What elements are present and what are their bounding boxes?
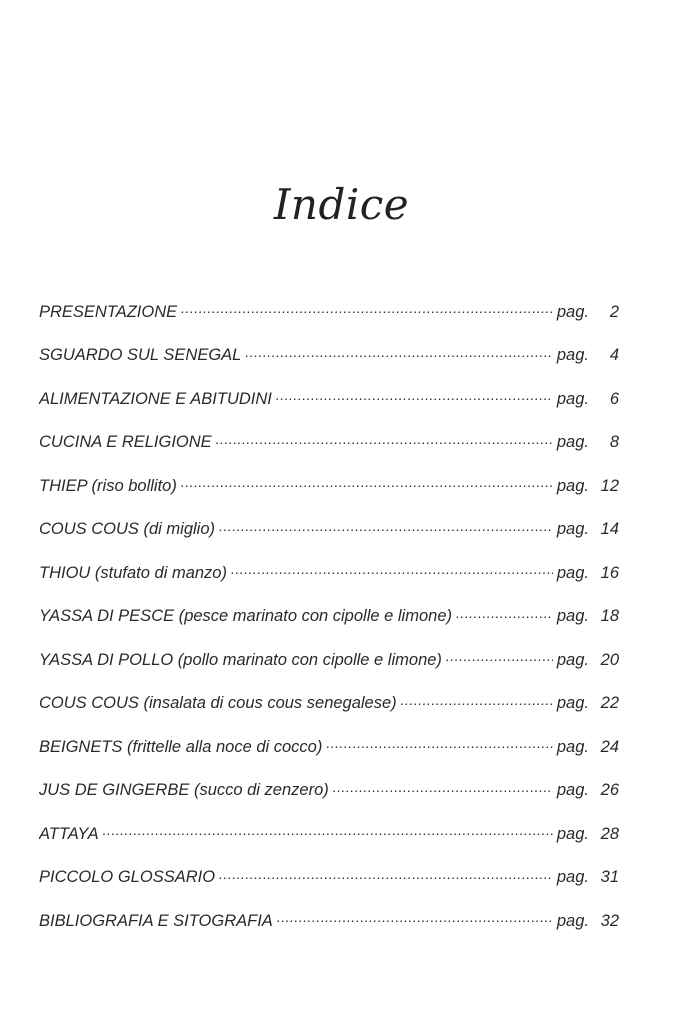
toc-page-label: pag. (556, 346, 589, 364)
toc-page-label: pag. (556, 563, 589, 582)
toc-page-label: pag. (556, 389, 589, 408)
toc-page-number: 31 (600, 868, 619, 886)
toc-page-number: 14 (600, 520, 619, 538)
toc-entry (39, 431, 619, 457)
toc-entry (39, 474, 619, 500)
toc-entry-title: ALIMENTAZIONE E ABITUDINI (39, 389, 272, 408)
dot-leader (231, 561, 553, 578)
toc-page-label: pag. (556, 911, 589, 930)
toc-page-label: pag. (556, 694, 589, 712)
toc-entry-title: BEIGNETS (frittelle alla noce di cocco) (39, 737, 323, 756)
toc-page-label: pag. (556, 650, 589, 669)
dot-leader (245, 344, 553, 361)
dot-leader (181, 474, 553, 491)
dot-leader (219, 518, 553, 535)
toc-page-label: pag. (556, 476, 589, 495)
toc-page-label: pag. (556, 824, 589, 843)
toc-entry-title: JUS DE GINGERBE (succo di zenzero) (39, 781, 329, 799)
toc-page-number: 32 (600, 911, 619, 930)
toc-entry-title: BIBLIOGRAFIA E SITOGRAFIA (39, 911, 273, 930)
toc-page-number: 24 (600, 737, 619, 756)
toc-page-label: pag. (556, 433, 589, 451)
toc-page-number: 26 (600, 781, 619, 799)
toc-entry-title: COUS COUS (di miglio) (39, 520, 216, 538)
toc-entry (39, 866, 619, 892)
toc-page-label: pag. (556, 868, 589, 886)
dot-leader (277, 909, 553, 926)
toc-entry-title: YASSA DI PESCE (pesce marinato con cipolle e limone) (39, 607, 452, 625)
toc-entry (39, 779, 619, 805)
dot-leader (276, 387, 553, 404)
toc-entry-title: PICCOLO GLOSSARIO (39, 868, 216, 886)
dot-leader (446, 648, 553, 665)
toc-page-number: 28 (600, 824, 619, 843)
toc-page-label: pag. (556, 520, 589, 538)
toc-entry (39, 300, 619, 326)
toc-entry-title: THIEP (riso bollito) (39, 476, 177, 495)
page-title: Indice (273, 180, 410, 229)
toc-page-number: 2 (609, 302, 619, 321)
toc-page-number: 16 (600, 563, 619, 582)
toc-page-number: 12 (600, 476, 619, 495)
toc-entry-title: SGUARDO SUL SENEGAL (39, 346, 242, 364)
toc-page-number: 4 (609, 346, 619, 364)
dot-leader (326, 735, 553, 752)
toc-entry (39, 692, 619, 718)
dot-leader (181, 300, 553, 317)
dot-leader (401, 692, 553, 709)
toc-entry-title: YASSA DI POLLO (pollo marinato con cipolle e limone) (39, 650, 442, 669)
toc-entry (39, 518, 619, 544)
toc-page-number: 8 (609, 433, 619, 451)
toc-entry-title: ATTAYA (39, 824, 99, 843)
toc-entry (39, 344, 619, 370)
toc-entry-title: PRESENTAZIONE (39, 302, 178, 321)
toc-entry (39, 909, 619, 935)
toc-page-label: pag. (556, 737, 589, 756)
toc-entry-title: THIOU (stufato di manzo) (39, 563, 227, 582)
toc-entry (39, 605, 619, 631)
dot-leader (103, 822, 553, 839)
dot-leader (216, 431, 553, 448)
dot-leader (333, 779, 553, 796)
toc-entry-title: CUCINA E RELIGIONE (39, 433, 212, 451)
toc-entry (39, 561, 619, 587)
toc-entry (39, 648, 619, 674)
toc-page-label: pag. (556, 302, 589, 321)
dot-leader (219, 866, 553, 883)
toc-page-number: 18 (600, 607, 619, 625)
toc-page-label: pag. (556, 781, 589, 799)
toc-entry (39, 735, 619, 761)
toc-entry-title: COUS COUS (insalata di cous cous senegalese) (39, 694, 397, 712)
toc-entry (39, 822, 619, 848)
toc-page-number: 20 (600, 650, 619, 669)
toc-page-label: pag. (556, 607, 589, 625)
toc-page-number: 22 (600, 694, 619, 712)
toc-entry (39, 387, 619, 413)
toc-page-number: 6 (609, 389, 619, 408)
dot-leader (456, 605, 553, 622)
